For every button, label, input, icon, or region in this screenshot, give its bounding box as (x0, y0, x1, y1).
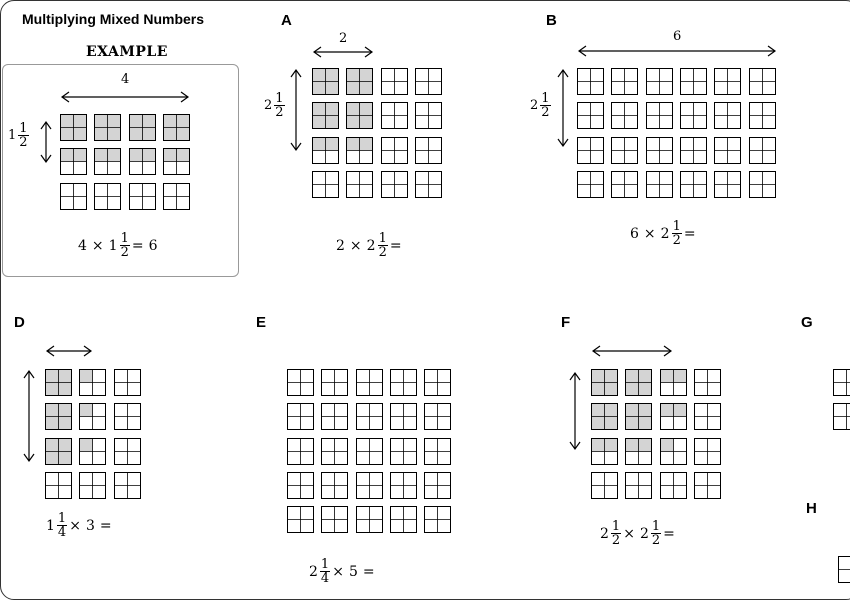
shaded-quarter (347, 69, 360, 82)
shaded-quarter (46, 452, 59, 465)
problem-d-eq-num: 1 (57, 512, 67, 526)
shaded-quarter (59, 417, 72, 430)
grid-square (612, 103, 638, 129)
shaded-quarter (605, 439, 618, 452)
shaded-quarter (59, 370, 72, 383)
example-side-fraction (18, 122, 28, 149)
problem-b-eq-den: 2 (672, 234, 682, 247)
page-title: Multiplying Mixed Numbers (22, 11, 204, 27)
grid-square (647, 103, 673, 129)
shaded-quarter (46, 404, 59, 417)
example-eq-op: × (92, 238, 104, 254)
shaded-quarter (639, 404, 652, 417)
problem-f-eq-op: × (623, 526, 635, 542)
grid-square (661, 473, 687, 499)
grid-square (681, 138, 707, 164)
shaded-quarter (605, 383, 618, 396)
problem-b-side-num: 1 (540, 92, 550, 106)
shaded-quarter (360, 116, 373, 129)
grid-square (288, 473, 314, 499)
grid-square (416, 138, 442, 164)
grid-square (347, 69, 373, 95)
grid-square (578, 138, 604, 164)
problem-b-horizontal-arrow-icon (577, 44, 777, 58)
problem-b-grid (577, 68, 776, 203)
problem-f-eq-den1: 2 (611, 534, 621, 547)
problem-f-grid (591, 369, 721, 504)
grid-square (357, 473, 383, 499)
grid-square (750, 138, 776, 164)
example-eq-a: 4 (78, 238, 87, 254)
shaded-quarter (95, 128, 108, 141)
grid-square (834, 404, 850, 430)
shaded-quarter (626, 417, 639, 430)
grid-square (578, 103, 604, 129)
grid-square (382, 69, 408, 95)
grid-square (61, 184, 87, 210)
grid-square (164, 184, 190, 210)
shaded-quarter (626, 439, 639, 452)
problem-d-grid (45, 369, 141, 504)
problem-d-vertical-arrow-icon (22, 369, 36, 463)
shaded-quarter (592, 370, 605, 383)
grid-square (592, 404, 618, 430)
problem-a-grid (312, 68, 442, 203)
shaded-quarter (313, 138, 326, 151)
shaded-quarter (74, 128, 87, 141)
problem-b-top-label: 6 (673, 29, 681, 44)
shaded-quarter (661, 404, 674, 417)
problem-e-eq-whole: 2 (309, 564, 318, 580)
example-eq-whole: 1 (109, 238, 118, 254)
grid-square (347, 172, 373, 198)
shaded-quarter (313, 103, 326, 116)
shaded-quarter (130, 128, 143, 141)
grid-square (382, 138, 408, 164)
problem-f-equation (600, 520, 675, 547)
shaded-quarter (80, 370, 93, 383)
grid-square (416, 69, 442, 95)
shaded-quarter (74, 149, 87, 162)
problem-e-grid (287, 369, 451, 538)
grid-square (425, 473, 451, 499)
problem-b-eq-num: 1 (672, 220, 682, 234)
grid-square (322, 404, 348, 430)
problem-f-eq-num2: 1 (651, 520, 661, 534)
shaded-quarter (108, 149, 121, 162)
problem-d-letter: D (14, 314, 25, 331)
shaded-quarter (313, 82, 326, 95)
grid-square (288, 370, 314, 396)
grid-square (647, 69, 673, 95)
problem-a-eq-op: × (350, 238, 362, 254)
grid-square (115, 439, 141, 465)
shaded-quarter (46, 383, 59, 396)
shaded-quarter (326, 103, 339, 116)
grid-square (95, 115, 121, 141)
problem-a-letter: A (281, 12, 292, 29)
shaded-quarter (108, 115, 121, 128)
problem-a-top-label: 2 (339, 31, 347, 46)
grid-square (695, 370, 721, 396)
grid-square (347, 138, 373, 164)
grid-square (592, 473, 618, 499)
problem-a-eq-whole: 2 (367, 238, 376, 254)
grid-square (681, 172, 707, 198)
grid-square (80, 370, 106, 396)
example-side-label (8, 122, 31, 149)
problem-d-eq-equals: = (100, 518, 112, 534)
problem-f-eq-num1: 1 (611, 520, 621, 534)
problem-a-equation (336, 232, 402, 259)
problem-a-side-num: 1 (274, 92, 284, 106)
grid-square (416, 172, 442, 198)
shaded-quarter (626, 370, 639, 383)
grid-square (681, 69, 707, 95)
grid-square (313, 69, 339, 95)
problem-g-grid (833, 369, 850, 435)
problem-b-vertical-arrow-icon (556, 68, 570, 148)
shaded-quarter (360, 138, 373, 151)
problem-d-eq-op: × (69, 518, 81, 534)
problem-a-eq-a: 2 (336, 238, 345, 254)
shaded-quarter (661, 439, 674, 452)
problem-b-side-label (530, 92, 553, 119)
grid-square (382, 103, 408, 129)
shaded-quarter (143, 128, 156, 141)
problem-f-letter: F (561, 314, 570, 331)
grid-square (61, 115, 87, 141)
grid-square (695, 439, 721, 465)
shaded-quarter (347, 116, 360, 129)
shaded-quarter (360, 103, 373, 116)
grid-square (313, 138, 339, 164)
shaded-quarter (46, 370, 59, 383)
shaded-quarter (59, 452, 72, 465)
grid-square (115, 473, 141, 499)
shaded-quarter (164, 149, 177, 162)
grid-square (164, 149, 190, 175)
problem-d-eq-whole: 1 (46, 518, 55, 534)
grid-square (715, 172, 741, 198)
grid-square (578, 172, 604, 198)
problem-a-horizontal-arrow-icon (312, 45, 374, 59)
example-equation (78, 232, 158, 259)
shaded-quarter (674, 370, 687, 383)
grid-square (115, 370, 141, 396)
problem-e-eq-den: 4 (320, 572, 330, 585)
grid-square (288, 404, 314, 430)
grid-square (715, 103, 741, 129)
example-side-den: 2 (18, 136, 28, 149)
grid-square (164, 115, 190, 141)
problem-b-eq-equals: = (684, 226, 696, 242)
grid-square (834, 370, 850, 396)
shaded-quarter (674, 404, 687, 417)
grid-square (647, 172, 673, 198)
shaded-quarter (59, 404, 72, 417)
shaded-quarter (59, 383, 72, 396)
problem-b-eq-a: 6 (630, 226, 639, 242)
shaded-quarter (592, 404, 605, 417)
grid-square (661, 370, 687, 396)
grid-square (80, 404, 106, 430)
shaded-quarter (605, 404, 618, 417)
problem-b-side-den: 2 (540, 106, 550, 119)
grid-square (715, 138, 741, 164)
problem-f-eq-whole2: 2 (640, 526, 649, 542)
shaded-quarter (46, 439, 59, 452)
problem-e-letter: E (256, 314, 266, 331)
grid-square (592, 439, 618, 465)
shaded-quarter (74, 115, 87, 128)
grid-square (46, 404, 72, 430)
grid-square (80, 473, 106, 499)
shaded-quarter (59, 439, 72, 452)
problem-h-letter: H (806, 500, 817, 517)
problem-f-horizontal-arrow-icon (591, 344, 673, 358)
grid-square (425, 439, 451, 465)
problem-b-side-whole: 2 (530, 98, 538, 113)
grid-square (612, 172, 638, 198)
grid-square (612, 138, 638, 164)
shaded-quarter (360, 82, 373, 95)
example-vertical-arrow-icon (39, 120, 53, 164)
shaded-quarter (177, 149, 190, 162)
shaded-quarter (95, 115, 108, 128)
example-heading: EXAMPLE (86, 44, 168, 60)
grid-square (115, 404, 141, 430)
problem-d-horizontal-arrow-icon (45, 344, 93, 358)
grid-square (592, 370, 618, 396)
problem-a-side-whole: 2 (264, 98, 272, 113)
problem-a-eq-equals: = (390, 238, 402, 254)
problem-e-eq-b: 5 (349, 564, 358, 580)
shaded-quarter (326, 116, 339, 129)
problem-f-eq-equals: = (663, 526, 675, 542)
grid-square (322, 439, 348, 465)
grid-square (382, 172, 408, 198)
problem-d-eq-den: 4 (57, 526, 67, 539)
grid-square (61, 149, 87, 175)
shaded-quarter (46, 417, 59, 430)
shaded-quarter (639, 439, 652, 452)
problem-a-side-label (264, 92, 287, 119)
problem-b-eq-op: × (644, 226, 656, 242)
grid-square (130, 115, 156, 141)
grid-square (661, 404, 687, 430)
shaded-quarter (347, 103, 360, 116)
shaded-quarter (177, 128, 190, 141)
example-side-num: 1 (18, 122, 28, 136)
grid-square (695, 473, 721, 499)
grid-square (391, 507, 417, 533)
grid-square (357, 439, 383, 465)
problem-b-eq-whole: 2 (661, 226, 670, 242)
shaded-quarter (347, 82, 360, 95)
grid-square (357, 507, 383, 533)
grid-square (95, 184, 121, 210)
problem-e-eq-op: × (332, 564, 344, 580)
shaded-quarter (143, 115, 156, 128)
shaded-quarter (80, 404, 93, 417)
shaded-quarter (639, 417, 652, 430)
grid-square (391, 439, 417, 465)
shaded-quarter (639, 370, 652, 383)
grid-square (681, 103, 707, 129)
grid-square (313, 103, 339, 129)
grid-square (322, 507, 348, 533)
grid-square (425, 507, 451, 533)
grid-square (715, 69, 741, 95)
problem-a-eq-den: 2 (378, 246, 388, 259)
shaded-quarter (130, 149, 143, 162)
grid-square (425, 370, 451, 396)
grid-square (612, 69, 638, 95)
shaded-quarter (108, 128, 121, 141)
shaded-quarter (61, 149, 74, 162)
problem-f-eq-whole1: 2 (600, 526, 609, 542)
example-grid (60, 114, 190, 215)
grid-square (416, 103, 442, 129)
shaded-quarter (143, 149, 156, 162)
grid-square (347, 103, 373, 129)
grid-square (839, 557, 850, 583)
shaded-quarter (177, 115, 190, 128)
grid-square (661, 439, 687, 465)
shaded-quarter (605, 370, 618, 383)
shaded-quarter (313, 116, 326, 129)
grid-square (626, 439, 652, 465)
shaded-quarter (326, 82, 339, 95)
shaded-quarter (326, 138, 339, 151)
grid-square (357, 404, 383, 430)
shaded-quarter (626, 383, 639, 396)
shaded-quarter (95, 149, 108, 162)
shaded-quarter (360, 69, 373, 82)
grid-square (288, 507, 314, 533)
grid-square (46, 370, 72, 396)
grid-square (425, 404, 451, 430)
grid-square (695, 404, 721, 430)
problem-f-vertical-arrow-icon (568, 371, 582, 451)
grid-square (626, 473, 652, 499)
example-eq-equals: = (132, 238, 144, 254)
shaded-quarter (313, 69, 326, 82)
shaded-quarter (61, 115, 74, 128)
grid-square (322, 473, 348, 499)
problem-d-equation (46, 512, 112, 539)
shaded-quarter (347, 138, 360, 151)
problem-g-letter: G (801, 314, 813, 331)
problem-e-eq-num: 1 (320, 558, 330, 572)
example-horizontal-arrow-icon (60, 90, 190, 104)
grid-square (46, 473, 72, 499)
grid-square (626, 404, 652, 430)
grid-square (750, 172, 776, 198)
problem-a-vertical-arrow-icon (289, 68, 303, 152)
example-side-whole: 1 (8, 128, 16, 143)
grid-square (288, 439, 314, 465)
shaded-quarter (639, 383, 652, 396)
grid-square (750, 103, 776, 129)
shaded-quarter (164, 115, 177, 128)
problem-e-equation (309, 558, 375, 585)
grid-square (626, 370, 652, 396)
grid-square (391, 473, 417, 499)
shaded-quarter (592, 439, 605, 452)
grid-square (46, 439, 72, 465)
example-top-label: 4 (121, 72, 129, 87)
problem-a-eq-num: 1 (378, 232, 388, 246)
grid-square (578, 69, 604, 95)
shaded-quarter (626, 404, 639, 417)
shaded-quarter (592, 383, 605, 396)
grid-square (80, 439, 106, 465)
problem-h-grid (838, 556, 850, 588)
shaded-quarter (130, 115, 143, 128)
shaded-quarter (592, 417, 605, 430)
shaded-quarter (326, 69, 339, 82)
problem-d-eq-b: 3 (86, 518, 95, 534)
grid-square (391, 404, 417, 430)
grid-square (322, 370, 348, 396)
grid-square (750, 69, 776, 95)
example-eq-num: 1 (120, 232, 130, 246)
example-eq-result: 6 (149, 238, 158, 254)
grid-square (647, 138, 673, 164)
shaded-quarter (605, 417, 618, 430)
shaded-quarter (661, 370, 674, 383)
grid-square (313, 172, 339, 198)
shaded-quarter (80, 439, 93, 452)
shaded-quarter (61, 128, 74, 141)
grid-square (130, 149, 156, 175)
problem-a-side-den: 2 (274, 106, 284, 119)
example-eq-den: 2 (120, 246, 130, 259)
problem-b-equation (630, 220, 696, 247)
grid-square (391, 370, 417, 396)
grid-square (95, 149, 121, 175)
shaded-quarter (164, 128, 177, 141)
problem-b-letter: B (546, 12, 557, 29)
grid-square (130, 184, 156, 210)
grid-square (357, 370, 383, 396)
problem-f-eq-den2: 2 (651, 534, 661, 547)
problem-e-eq-equals: = (363, 564, 375, 580)
